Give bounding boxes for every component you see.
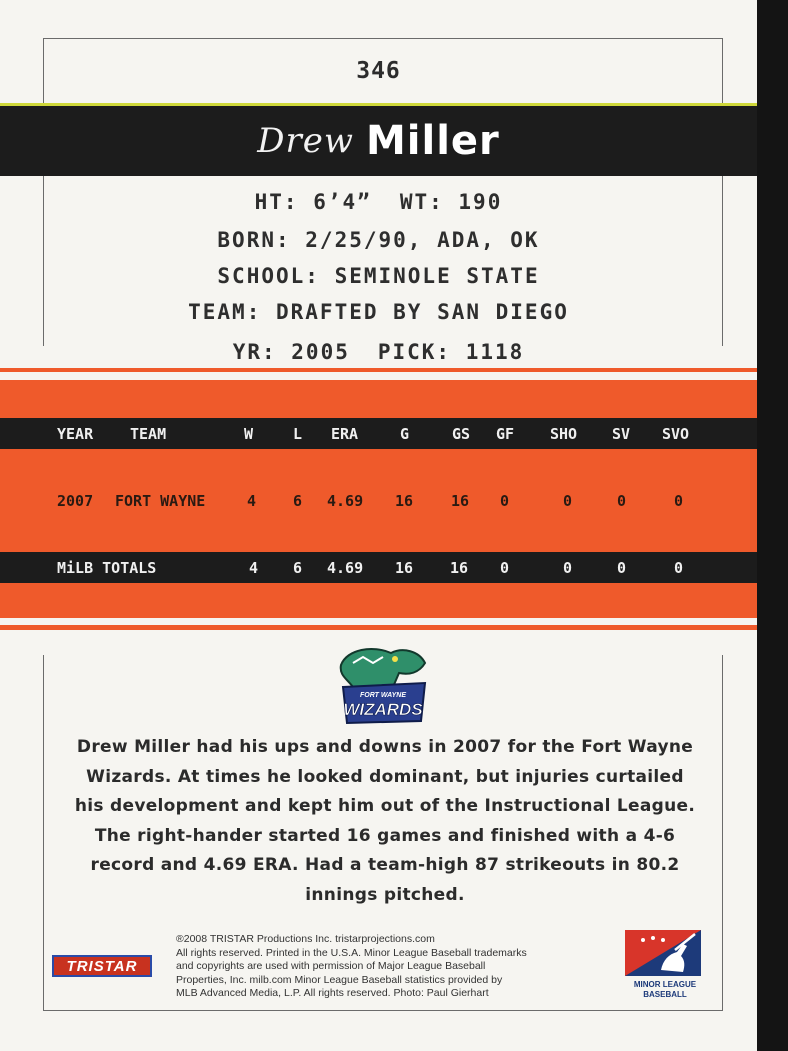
school-value: SEMINOLE STATE [334, 264, 540, 288]
stats-total-svo: 0 [674, 558, 684, 577]
bio-born [0, 228, 757, 252]
stats-header-year: YEAR [57, 424, 94, 443]
stats-season-row [0, 481, 757, 521]
born-label: BORN: [217, 228, 291, 252]
stats-header-sho: SHO [550, 424, 578, 443]
stats-header-w: W [244, 424, 254, 443]
team-label: TEAM: [188, 300, 262, 324]
minor-league-baseball-logo [620, 930, 710, 1004]
stats-cell-sho: 0 [563, 492, 573, 510]
stats-total-w: 4 [249, 558, 259, 577]
player-last-name: Miller [365, 118, 500, 164]
pick-value: 1118 [465, 340, 525, 364]
stats-cell-l: 6 [293, 492, 303, 510]
fort-wayne-wizards-logo-icon [333, 643, 433, 733]
legal-line: ®2008 TRISTAR Productions Inc. tristarprojections.com [176, 933, 435, 945]
orange-stripe-top-thin [0, 368, 757, 372]
year-label: YR: [232, 340, 277, 364]
bio-school [0, 264, 757, 288]
blurb-line: The right-hander started 16 games and finished with a 4-6 [94, 825, 676, 846]
team-value: DRAFTED BY SAN DIEGO [276, 300, 569, 324]
stats-header-sv: SV [612, 424, 631, 443]
weight-label: WT: [399, 190, 444, 214]
legal-line: and copyrights are used with permission of Major League Baseball [176, 960, 486, 972]
stats-cell-svo: 0 [674, 492, 684, 510]
logo-large-text: WIZARDS [343, 700, 423, 719]
year-value: 2005 [291, 340, 350, 364]
stats-total-l: 6 [293, 558, 303, 577]
stats-cell-w: 4 [247, 492, 257, 510]
legal-text [176, 933, 616, 1001]
stats-total-gf: 0 [500, 558, 510, 577]
blurb-line: innings pitched. [305, 884, 465, 905]
weight-value: 190 [458, 190, 503, 214]
stats-header-gs: GS [452, 424, 471, 443]
frame-bottom-line [43, 1010, 723, 1011]
stats-header-gf: GF [496, 424, 515, 443]
stats-total-sho: 0 [563, 558, 573, 577]
frame-right-line-bottom [722, 655, 723, 1010]
legal-line: Properties, Inc. milb.com Minor League Baseball statistics provided by [176, 973, 503, 986]
milb-line2: BASEBALL [643, 990, 687, 999]
frame-top-line [43, 38, 723, 39]
height-value: 6’4” [313, 190, 372, 214]
stats-cell-sv: 0 [617, 492, 627, 510]
stats-cell-gf: 0 [500, 492, 510, 510]
stats-cell-year: 2007 [57, 492, 94, 510]
stats-cell-team: FORT WAYNE [115, 492, 206, 510]
legal-line: All rights reserved. Printed in the U.S.A. Minor League Baseball trademarks [176, 946, 527, 959]
blurb-line: his development and kept him out of the Instructional League. [74, 796, 696, 816]
frame-left-line-bottom [43, 655, 44, 1010]
player-name-bar [0, 103, 757, 176]
orange-stripe-bottom-thin [0, 625, 757, 630]
player-first-name: Drew [257, 121, 354, 161]
card-right-edge [757, 0, 788, 1051]
stats-cell-g: 16 [395, 492, 414, 510]
school-label: SCHOOL: [217, 264, 320, 288]
stats-total-era: 4.69 [327, 558, 364, 577]
milb-line1: MINOR LEAGUE [633, 980, 697, 989]
card-number: 346 [356, 58, 401, 84]
pick-label: PICK: [377, 340, 452, 364]
stats-total-gs: 16 [450, 558, 469, 577]
stats-header-era: ERA [331, 424, 359, 443]
stats-cell-gs: 16 [451, 492, 470, 510]
logo-small-text: FORT WAYNE [359, 692, 407, 699]
stats-total-label: MiLB TOTALS [57, 558, 157, 577]
stats-totals-row [0, 552, 757, 583]
legal-line: MLB Advanced Media, L.P. All rights reserved. Photo: Paul Gierhart [176, 987, 489, 999]
stats-header-svo: SVO [662, 424, 690, 443]
blurb-line: record and 4.69 ERA. Had a team-high 87 strikeouts in 80.2 [90, 855, 680, 875]
bio-team [0, 300, 757, 324]
stats-cell-era: 4.69 [327, 492, 364, 510]
stats-header-team: TEAM [130, 424, 167, 443]
height-label: HT: [254, 190, 299, 214]
stats-total-sv: 0 [617, 558, 627, 577]
stats-header-row [0, 418, 757, 449]
blurb-line: Wizards. At times he looked dominant, but injuries curtailed [86, 766, 684, 787]
bio-draft [0, 340, 757, 364]
tristar-logo: TRISTAR [52, 955, 152, 977]
player-blurb [60, 733, 710, 910]
stats-header-g: G [400, 424, 410, 443]
born-value: 2/25/90, ADA, OK [305, 228, 540, 252]
stats-header-l: L [293, 424, 303, 443]
blurb-line: Drew Miller had his ups and downs in 2007 for the Fort Wayne [76, 737, 694, 757]
bio-height-weight [0, 190, 757, 214]
milb-batter-icon [625, 930, 701, 976]
stats-total-g: 16 [395, 558, 414, 577]
